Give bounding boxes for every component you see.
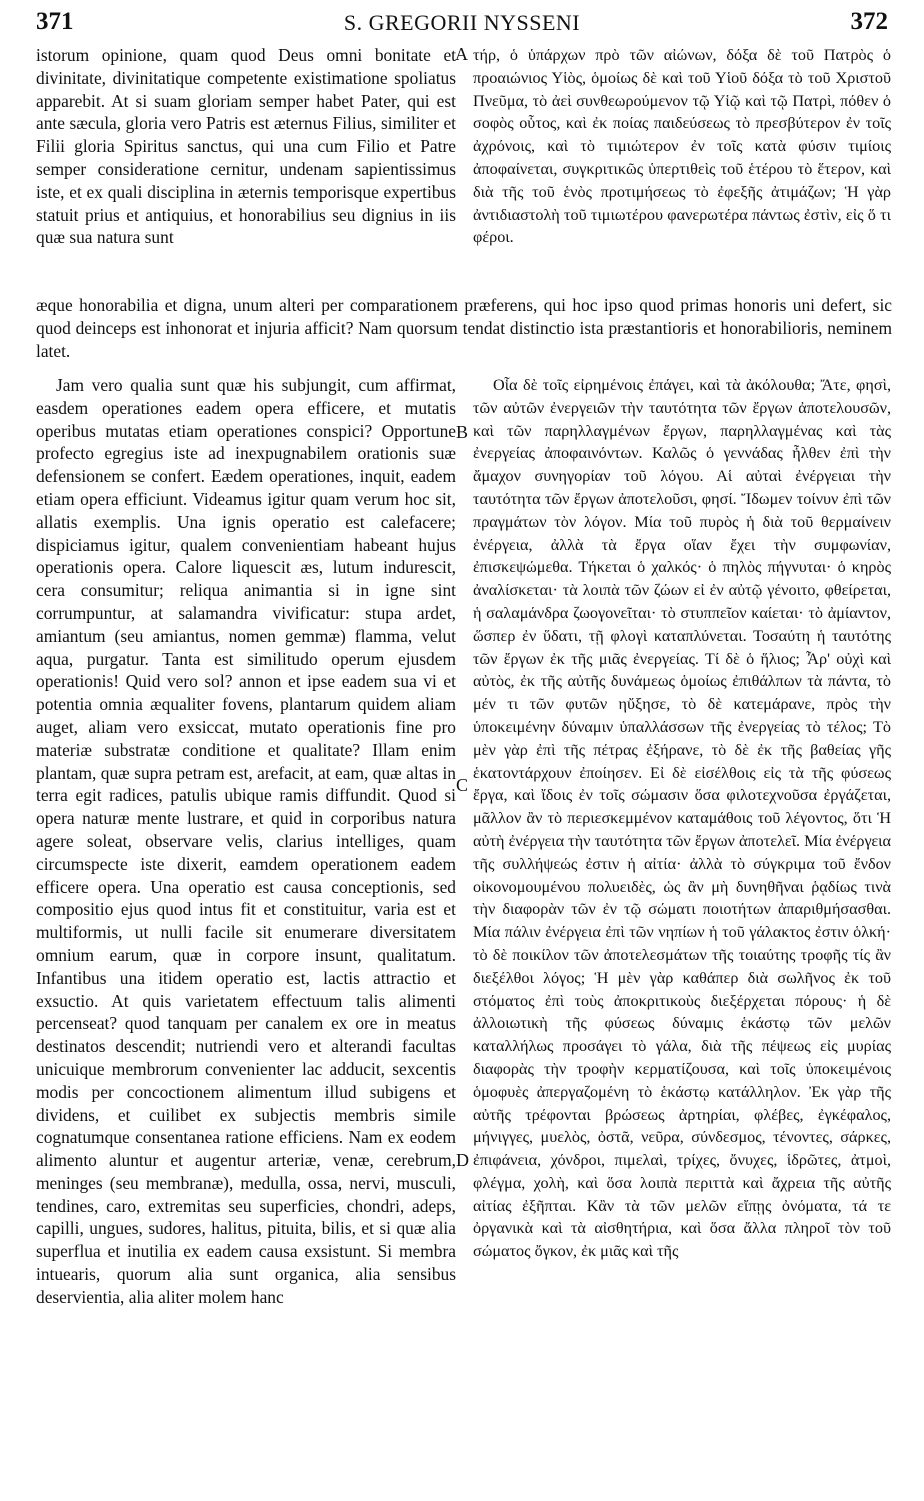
margin-marker-d: D	[456, 1150, 469, 1170]
full-width-paragraph	[36, 294, 892, 366]
margin-marker-b: B	[456, 422, 469, 442]
right-page-number: 372	[850, 8, 888, 35]
latin-top-text: istorum opinione, quam quod Deus omni bonitate et divinitate, divinitatique competente existimatione spoliatus apparebit. At si suam gloriam semper habet Pater, qui est ante sæcula, gloria vero Patris est æternus Filius, similiter et Filii gloria Spiritus sanctus, qui una cum Filio et Patre semper consideratione cernitur, undenam sapientissimus iste, et ex quali disciplina in æternis temporisque expertibus statuit prius et antiquius, et honorabilius seu dignius in iis quæ sua natura sunt	[36, 45, 456, 248]
latin-main-paragraph: Jam vero qualia sunt quæ his subjungit, cum affirmat, easdem operationes eadem opera efficere, et mutatis operibus mutatas etiam operationes conspici? Opportune profecto egregius iste ad inexpugnabilem orationis suæ defensionem se confert. Eædem operationes, inquit, eadem etiam opera efficiunt. Videamus igitur quam verum hoc sit, allatis exemplis. Una ignis operatio est calefacere; dispiciamus igitur, qualem convenientiam habeant hujus operationis opera. Calore liquescit æs, lutum indurescit, cera consumitur; reliqua animantia si in igne sint corrumpuntur, at salamandra vivificatur: stupa ardet, amiantum (seu amiantus, nomen gemmæ) flamma, velut aqua, purgatur. Tanta est similitudo operum ejusdem operationis! Quid vero sol? annon et ipse eadem sua vi et potentia omnia æqualiter fovens, plantarum quidem aliam auget, aliam vero exsiccat, mutato operationis fine pro materiæ substratæ conditione et qualitate? Illam enim plantam, quæ supra petram est, arefacit, at eam, quæ altas in terra egit radices, patulis ubique ramis diffundit. Quod si opera naturæ mente lustrare, et quid in corporibus natura agere soleat, observare velis, clarius intelliges, quam circumspecte iste dixerit, eamdem operationem eadem efficere opera. Una operatio est causa conceptionis, sed compositio ejus quod intus fit et constituitur, varia est et multiformis, ut nulli facile sit enumerare diversitatem omnium earum, quæ in corpore insunt, qualitatum. Infantibus una itidem operatio est, lactis attractio et exsuctio. At quis varietatem effectuum talis alimenti percenseat? quod tanquam per canalem ex ore in meatus destinatos descendit; nutriendi vero et alterandi facultas unicuique membrorum convenienter lac adducit, sexcentis modis per concoctionem alimentum illud subigens et dividens, et cuilibet ex subjectis membris simile cognatumque consentanea ratione efficiens. Nam ex eodem alimento aluntur et augentur arteriæ, venæ, cerebrum, meninges (seu membranæ), medulla, ossa, nervi, musculi, tendines, caro, extremitas seu superficies, chondri, adeps, capilli, ungues, sudores, halitus, pituita, bilis, et si quæ alia superflua et inutilia ex eadem causa exsistunt. Si membra intuearis, quorum alia sunt organica, alia sensibus deservientia, alia aliter molem hanc	[36, 375, 456, 1307]
full-width-text: æque honorabilia et digna, unum alteri per comparationem præferens, qui hoc ipso quod primas honoris uni defert, sic quod deinceps est inhonorat et injuria afficit? Nam quorsum tendat distinctio ista præstantioris et honorabilioris, neminem latet.	[36, 295, 892, 361]
running-title: S. GREGORII NYSSENI	[343, 10, 581, 35]
left-page-number: 371	[36, 8, 74, 35]
margin-marker-c: C	[456, 775, 469, 795]
greek-main-paragraph: Οἷα δὲ τοῖς εἰρημένοις ἐπάγει, καὶ τὰ ἀκόλουθα; Ἄτε, φησὶ, τῶν αὐτῶν ἐνεργειῶν τὴν ταυτότητα τῶν ἔργων ἀποτελουσῶν, καὶ τῶν παρηλλαγμένων ἔργων, παρηλλαγμένας καὶ τὰς ἐνεργείας ἀποφαινόντων. Καλῶς ὁ γεννάδας ἦλθεν ἐπὶ τὴν ἄμαχον συνηγορίαν τοῦ λόγου. Αἱ αὐταὶ ἐνέργειαι τὴν ταυτότητα τῶν ἔργων ἀποτελοῦσι, φησί. Ἴδωμεν τοίνυν ἐπὶ τῶν πραγμάτων τὸν λόγον. Μία τοῦ πυρὸς ἡ διὰ τοῦ θερμαίνειν ἐνέργεια, ἀλλὰ τὰ ἔργα οἵαν ἔχει τὴν συμφωνίαν, ἐπισκεψώμεθα. Τήκεται ὁ χαλκός· ὁ πηλὸς πήγνυται· ὁ κηρὸς ἀναλίσκεται· τὰ λοιπὰ τῶν ζώων εἰ ἐν αὐτῷ γένοιτο, φθείρεται, ἡ σαλαμάνδρα ζωογονεῖται· τὸ στυππεῖον καίεται· τὸ ἀμίαντον, ὥσπερ ἐν ὕδατι, τῇ φλογὶ καταπλύνεται. Τοσαύτη ἡ ταυτότης τῶν ἔργων ἐκ τῆς μιᾶς ἐνεργείας. Τί δὲ ὁ ἥλιος; Ἆρ' οὐχὶ καὶ αὐτὸς, ἐκ τῆς αὐτῆς δυνάμεως ὁμοίως ἐπιθάλπων τὰ πάντα, τὸ μέν τι τῶν φυτῶν ηὔξησε, τὸ δὲ κατεμάρανε, πρὸς τὴν ὑποκειμένην δύναμιν ὑπαλλάσσων τῆς ἐνεργείας τὸ τέλος; Τὸ μὲν γὰρ ἐπὶ τῆς πέτρας ἐξήρανε, τὸ δὲ ἐκ τῆς βαθείας γῆς ἑκατοντάρχουν ἐποίησεν. Εἰ δὲ εἰσέλθοις εἰς τὰ τῆς φύσεως ἔργα, καὶ ἴδοις ἐν τοῖς σώμασιν ὅσα φιλοτεχνοῦσα ἐργάζεται, μᾶλλον ἂν τὸ περιεσκεμμένον καταμάθοις τοῦ λέγοντος, ὅτι Ἡ αὐτὴ ἐνέργεια τὴν ταυτότητα τῶν ἔργων ἀποτελεῖ. Μία ἐνέργεια τῆς συλλήψεώς ἐστιν ἡ αἰτία· ἀλλὰ τὸ σύγκριμα τοῦ ἔνδον οἰκονομουμένου πολυειδὲς, ὡς ἂν μὴ δυνηθῆναι ῥᾳδίως τινὰ τὴν διαφορὰν τῶν ἐν τῷ σώματι ποιοτήτων ἀπαριθμήσασθαι. Μία πάλιν ἐνέργεια ἐπὶ τῶν νηπίων ἡ τοῦ γάλακτος ἐστιν ὁλκή· τὸ δὲ ποικίλον τῶν ἀποτελεσμάτων τῆς τοιαύτης τροφῆς τίς ἂν διεξέλθοι λόγος; Ἡ μὲν γὰρ καθάπερ διὰ σωλῆνος ἐκ τοῦ στόματος ἐπὶ τοὺς ἀποκριτικοὺς διεξέρχεται πόρους· ἡ δὲ ἀλλοιωτικὴ τῆς φύσεως δύναμις ἑκάστῳ τῶν μελῶν καταλλήλως προσάγει τὸ γάλα, διὰ τῆς πέψεως εἰς μυρίας διαφορὰς τὴν τροφὴν κερματίζουσα, καὶ τοῖς ὑποκειμένοις ὁμοφυὲς ἀπεργαζομένη τὸ ἑκάστῳ κατάλληλον. Ἐκ γὰρ τῆς αὐτῆς τρέφονται βρώσεως ἀρτηρίαι, φλέβες, ἐγκέφαλος, μήνιγγες, μυελὸς, ὀστᾶ, νεῦρα, σύνδεσμος, τένοντες, σάρκες, ἐπιφάνεια, χόνδροι, πιμελαὶ, τρίχες, ὄνυχες, ἱδρῶτες, ἀτμοὶ, φλέγμα, χολὴ, καὶ ὅσα λοιπὰ περιττὰ καὶ ἄχρεια τῆς αὐτῆς αἰτίας ἐξῆπται. Κἂν τὰ τῶν μελῶν εἴπῃς ὀνόματα, τά τε ὀργανικὰ καὶ τὰ αἰσθητήρια, καὶ ὅσα ἄλλα πληροῖ τὸν τοῦ σώματος ὄγκον, ἐκ μιᾶς καὶ τῆς	[473, 376, 891, 1261]
page-header	[36, 8, 888, 40]
latin-column-top	[36, 44, 456, 294]
greek-column-top	[473, 44, 891, 294]
margin-marker-a: A	[455, 44, 468, 64]
latin-column-main	[36, 374, 456, 1494]
greek-top-text: τήρ, ὁ ὑπάρχων πρὸ τῶν αἰώνων, δόξα δὲ τοῦ Πατρὸς ὁ προαιώνιος Υἱὸς, ὁμοίως δὲ καὶ τοῦ Υἱοῦ δόξα τὸ τοῦ Χριστοῦ Πνεῦμα, τὸ ἀεὶ συνθεωρούμενον τῷ Υἱῷ καὶ τῷ Πατρὶ, πόθεν ὁ σοφὸς οὗτος, καὶ ἐκ ποίας παιδεύσεως τὸ πρεσβύτερον ἐν τοῖς ἀχρόνοις, καὶ τὸ τιμιώτερον ἐν τοῖς κατὰ φύσιν τιμίοις ἀποφαίνεται, συγκριτικῶς ὑπερτιθεὶς τοῦ ἑτέρου τὸ ἕτερον, καὶ διὰ τῆς τοῦ ἑνὸς προτιμήσεως τὸ ἐφεξῆς ἀτιμάζων; Ἡ γὰρ ἀντιδιαστολὴ τοῦ τιμιωτέρου φανερωτέρα πάντως ἐστὶν, εἰς ὅ τι φέροι.	[473, 46, 891, 247]
greek-column-main	[473, 374, 891, 1494]
